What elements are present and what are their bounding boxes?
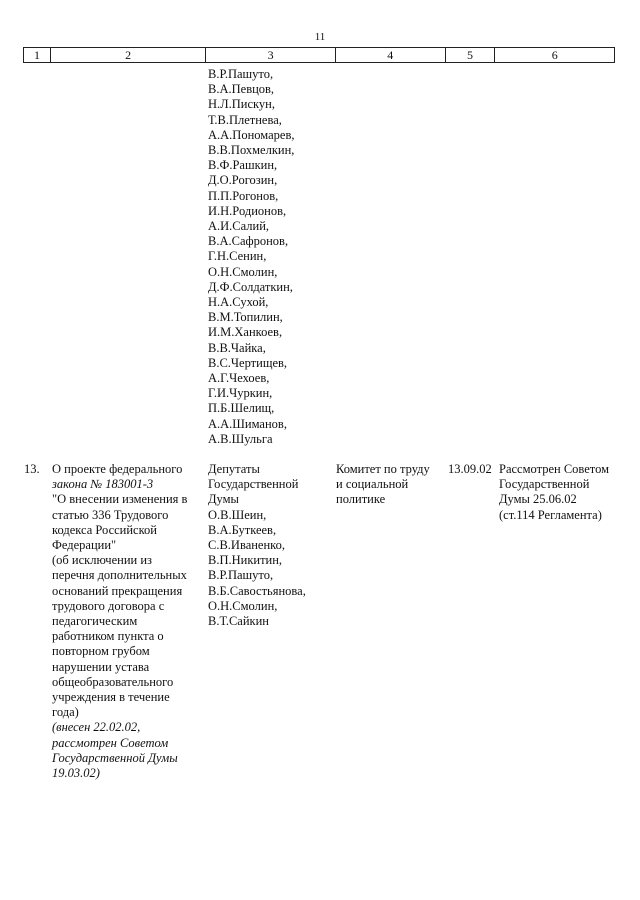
author-line: В.А.Буткеев, xyxy=(208,522,277,537)
bill-note-line: рассмотрен Советом xyxy=(52,735,169,750)
bill-title-line: года) xyxy=(52,705,79,720)
result-line: Рассмотрен Советом xyxy=(499,462,610,476)
bill-title-line: трудового договора с xyxy=(52,598,165,613)
bill-authors xyxy=(208,462,328,629)
continued-authors-list xyxy=(208,67,294,447)
author-name: А.А.Пономарев, xyxy=(208,127,295,142)
author-name: В.Р.Пашуто, xyxy=(208,67,274,81)
bill-title-line: работником пункта о xyxy=(52,629,164,644)
bill-title-line: О проекте федерального xyxy=(52,462,183,476)
entry-number: 13. xyxy=(24,462,40,476)
column-header-1: 1 xyxy=(24,48,51,62)
result-line: (ст.114 Регламента) xyxy=(499,507,602,522)
page-number: 11 xyxy=(314,31,326,43)
column-header-5: 5 xyxy=(446,48,496,62)
result-line: Думы 25.06.02 xyxy=(499,492,577,507)
table-header-row xyxy=(23,47,615,63)
author-name: А.В.Шульга xyxy=(208,431,273,446)
consideration-date: 13.09.02 xyxy=(448,462,492,476)
bill-title-line: оснований прекращения xyxy=(52,583,183,598)
author-line: В.Т.Сайкин xyxy=(208,614,269,629)
result-line: Государственной xyxy=(499,477,590,492)
author-name: Г.Н.Сенин, xyxy=(208,249,267,264)
column-header-3: 3 xyxy=(206,48,336,62)
author-line: О.В.Шеин, xyxy=(208,507,267,522)
author-line: В.П.Никитин, xyxy=(208,553,283,568)
author-line: Государственной xyxy=(208,477,299,492)
author-name: В.А.Певцов, xyxy=(208,82,275,97)
bill-note-line: Государственной Думы xyxy=(52,750,178,765)
author-name: Д.Ф.Солдаткин, xyxy=(208,279,293,294)
bill-title-line: общеобразовательного xyxy=(52,674,174,689)
bill-title-line: (об исключении из xyxy=(52,553,152,568)
bill-note-line: (внесен 22.02.02, xyxy=(52,720,141,735)
bill-note-line: 19.03.02) xyxy=(52,766,100,781)
bill-title-line: нарушении устава xyxy=(52,659,150,674)
bill-title-line: учреждения в течение xyxy=(52,690,170,705)
author-name: В.Ф.Рашкин, xyxy=(208,158,278,173)
author-name: П.П.Рогонов, xyxy=(208,188,279,203)
responsible-committee xyxy=(336,462,446,508)
author-line: Депутаты xyxy=(208,462,260,476)
bill-title-line: "О внесении изменения в xyxy=(52,492,188,507)
result-note xyxy=(499,462,624,523)
author-name: В.В.Чайка, xyxy=(208,340,266,355)
bill-title-line: Федерации" xyxy=(52,538,117,553)
bill-title xyxy=(52,462,202,781)
column-header-2: 2 xyxy=(51,48,206,62)
author-name: В.А.Сафронов, xyxy=(208,234,289,249)
author-name: В.М.Топилин, xyxy=(208,310,283,325)
author-line: Думы xyxy=(208,492,239,507)
bill-number-line: закона № 183001-3 xyxy=(52,477,154,492)
author-name: Н.А.Сухой, xyxy=(208,295,269,310)
author-name: И.М.Ханкоев, xyxy=(208,325,283,340)
committee-line: и социальной xyxy=(336,477,409,492)
author-name: А.Г.Чехоев, xyxy=(208,371,270,386)
bill-title-line: повторном грубом xyxy=(52,644,150,659)
author-name: В.В.Похмелкин, xyxy=(208,143,295,158)
author-name: Г.И.Чуркин, xyxy=(208,386,273,401)
author-line: С.В.Иваненко, xyxy=(208,538,285,553)
author-name: О.Н.Смолин, xyxy=(208,264,278,279)
author-name: И.Н.Родионов, xyxy=(208,203,287,218)
column-header-6: 6 xyxy=(551,48,558,62)
author-name: Д.О.Рогозин, xyxy=(208,173,278,188)
author-name: А.А.Шиманов, xyxy=(208,416,287,431)
column-header-4: 4 xyxy=(336,48,446,62)
bill-title-line: педагогическим xyxy=(52,614,138,629)
author-line: В.Б.Савостьянова, xyxy=(208,583,306,598)
bill-title-line: перечня дополнительных xyxy=(52,568,187,583)
author-line: В.Р.Пашуто, xyxy=(208,568,274,583)
author-name: Н.Л.Пискун, xyxy=(208,97,275,112)
committee-line: Комитет по труду xyxy=(336,462,430,476)
author-name: А.И.Салий, xyxy=(208,219,270,234)
bill-title-line: статью 336 Трудового xyxy=(52,507,169,522)
author-name: П.Б.Шелищ, xyxy=(208,401,275,416)
author-name: В.С.Чертищев, xyxy=(208,355,288,370)
committee-line: политике xyxy=(336,492,386,507)
author-line: О.Н.Смолин, xyxy=(208,598,278,613)
bill-title-line: кодекса Российской xyxy=(52,522,157,537)
author-name: Т.В.Плетнева, xyxy=(208,112,282,127)
